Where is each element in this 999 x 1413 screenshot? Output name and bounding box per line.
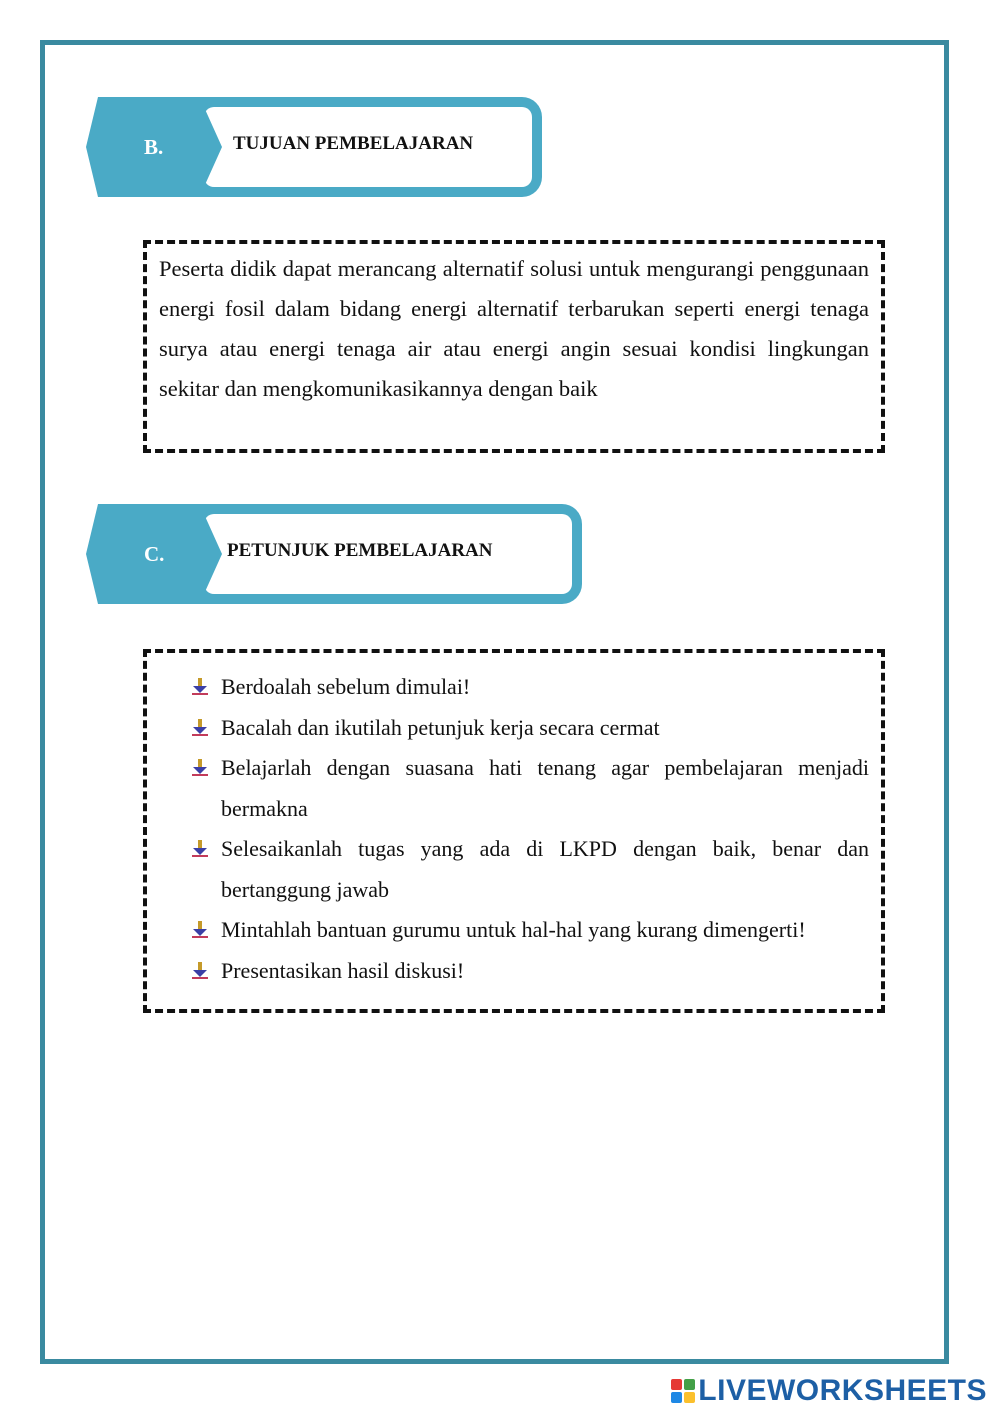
- section-letter: B.: [144, 135, 164, 159]
- instruction-list: [189, 667, 869, 991]
- list-item: [189, 708, 869, 749]
- section-title: TUJUAN PEMBELAJARAN: [233, 133, 474, 154]
- list-item-text: Bacalah dan ikutilah petunjuk kerja secara cermat: [221, 714, 660, 740]
- list-item: [189, 748, 869, 829]
- list-item: [189, 829, 869, 910]
- list-item-text: Presentasikan hasil diskusi!: [221, 957, 465, 983]
- list-item-text: Mintahlah bantuan gurumu untuk hal-hal yang kurang dimengerti!: [221, 917, 806, 942]
- list-item: [189, 951, 869, 992]
- instructions-box: [143, 649, 885, 1013]
- section-title: PETUNJUK PEMBELAJARAN: [227, 540, 493, 561]
- list-item: [189, 910, 869, 951]
- list-item: [189, 667, 869, 708]
- arrow-bullet-icon: [191, 678, 209, 696]
- arrow-bullet-icon: [191, 921, 209, 939]
- list-item-text: Selesaikanlah tugas yang ada di LKPD dengan baik, benar dan bertanggung jawab: [221, 836, 869, 902]
- section-letter: C.: [144, 542, 165, 566]
- brand-logo-icon: [671, 1379, 695, 1403]
- arrow-bullet-icon: [191, 759, 209, 777]
- learning-goal-box: [143, 240, 885, 453]
- section-b-header: [86, 97, 542, 197]
- learning-goal-text: Peserta didik dapat merancang alternatif solusi untuk mengurangi penggunaan energi fosil dalam bidang energi alternatif terbarukan seperti energi tenaga surya atau energi tenaga air atau energi angin sesuai kondisi lingkungan sekitar dan mengkomunikasikannya dengan baik: [159, 256, 869, 401]
- arrow-bullet-icon: [191, 962, 209, 980]
- arrow-bullet-icon: [191, 719, 209, 737]
- arrow-bullet-icon: [191, 840, 209, 858]
- section-c-header: [86, 504, 582, 604]
- list-item-text: Belajarlah dengan suasana hati tenang agar pembelajaran menjadi bermakna: [221, 755, 869, 821]
- list-item-text: Berdoalah sebelum dimulai!: [221, 674, 471, 699]
- liveworksheets-brand: [671, 1375, 987, 1407]
- brand-name: LIVEWORKSHEETS: [698, 1374, 987, 1407]
